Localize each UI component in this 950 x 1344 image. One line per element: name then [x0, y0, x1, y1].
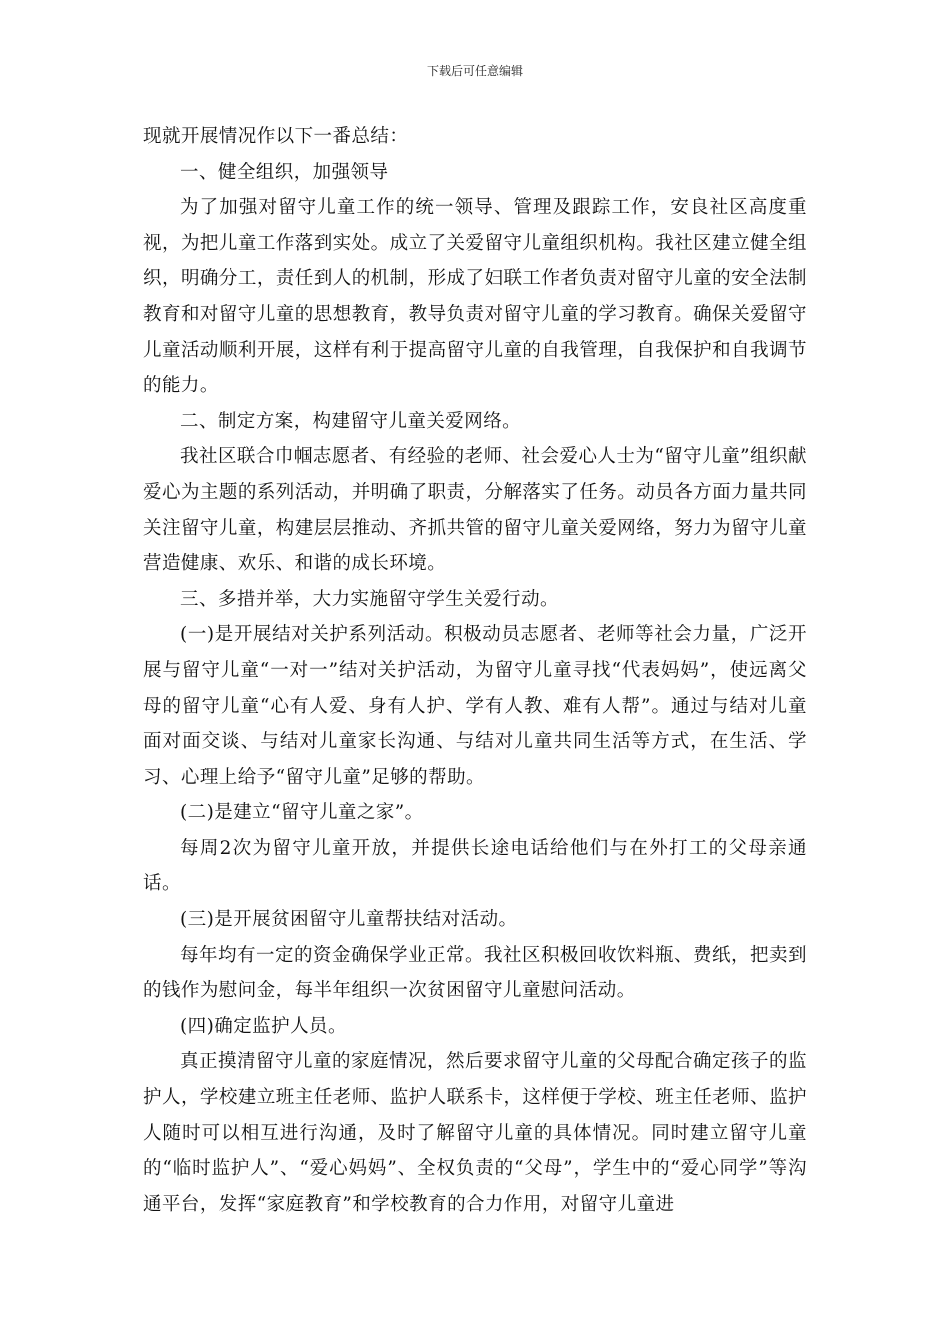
heading-section-3: 三、多措并举，大力实施留守学生关爱行动。 [180, 588, 560, 610]
paragraph-item-4: 真正摸清留守儿童的家庭情况，然后要求留守儿童的父母配合确定孩子的监护人，学校建立班主任老师、监护人联系卡，这样便于学校、班主任老师、监护人随时可以相互进行沟通，及时了解留守儿童的具体情况。同时建立留守儿童的“临时监护人”、“爱心妈妈”、全权负责的“父母”，学生中的“爱心同学”等沟通平台，发挥“家庭教育”和学校教育的合力作用，对留守儿童进 [143, 1051, 807, 1215]
document-body [143, 119, 807, 1222]
paragraph-item-2: 每周2次为留守儿童开放，并提供长途电话给他们与在外打工的父母亲通话。 [143, 837, 807, 895]
heading-item-2: (二)是建立“留守儿童之家”。 [180, 802, 424, 824]
paragraph-section-2: 我社区联合巾帼志愿者、有经验的老师、社会爱心人士为“留守儿童”组织献爱心为主题的系列活动，并明确了职责，分解落实了任务。动员各方面力量共同关注留守儿童，构建层层推动、齐抓共管的留守儿童关爱网络，努力为留守儿童营造健康、欢乐、和谐的成长环境。 [143, 446, 807, 575]
paragraph-section-1: 为了加强对留守儿童工作的统一领导、管理及跟踪工作，安良社区高度重视，为把儿童工作落到实处。成立了关爱留守儿童组织机构。我社区建立健全组织，明确分工，责任到人的机制，形成了妇联工作者负责对留守儿童的安全法制教育和对留守儿童的思想教育，教导负责对留守儿童的学习教育。确保关爱留守儿童活动顺利开展，这样有利于提高留守儿童的自我管理，自我保护和自我调节的能力。 [143, 197, 807, 397]
heading-item-4: (四)确定监护人员。 [180, 1015, 347, 1037]
page-header: 下载后可任意编辑 [426, 64, 523, 78]
paragraph-item-3: 每年均有一定的资金确保学业正常。我社区积极回收饮料瓶、费纸，把卖到的钱作为慰问金，每半年组织一次贫困留守儿童慰问活动。 [143, 944, 807, 1002]
heading-section-1: 一、健全组织，加强领导 [180, 161, 389, 183]
heading-item-3: (三)是开展贫困留守儿童帮扶结对活动。 [180, 909, 518, 931]
paragraph-intro: 现就开展情况作以下一番总结： [143, 126, 409, 147]
paragraph-item-1: (一)是开展结对关护系列活动。积极动员志愿者、老师等社会力量，广泛开展与留守儿童“一对一”结对关护活动，为留守儿童寻找“代表妈妈”，使远离父母的留守儿童“心有人爱、身有人护、学有人教、难有人帮”。通过与结对儿童面对面交谈、与结对儿童家长沟通、与结对儿童共同生活等方式，在生活、学习、心理上给予“留守儿童”足够的帮助。 [143, 624, 807, 788]
heading-section-2: 二、制定方案，构建留守儿童关爱网络。 [180, 410, 522, 432]
